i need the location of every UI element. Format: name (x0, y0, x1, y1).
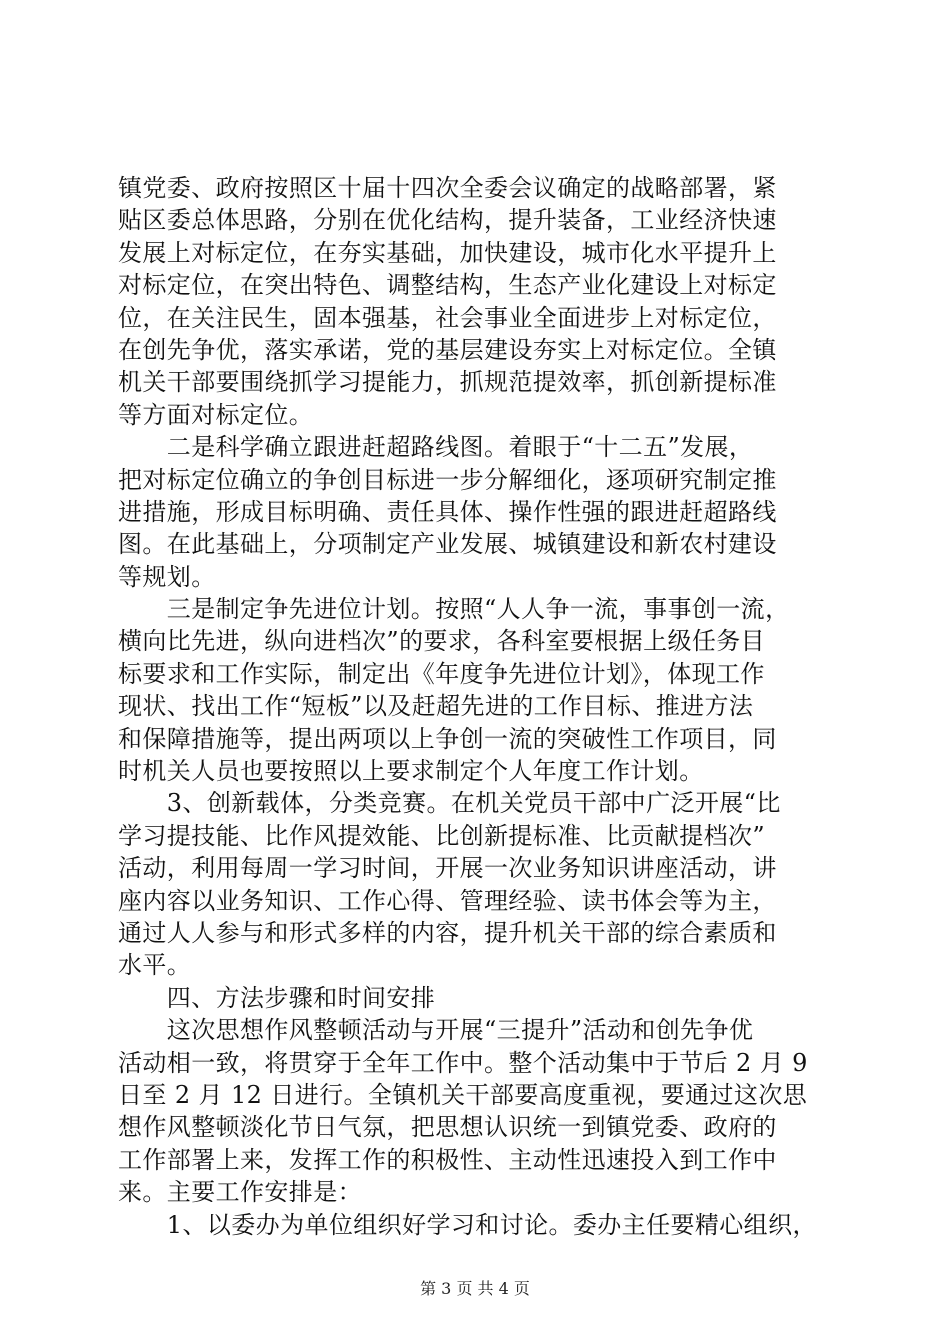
text-line: 机关干部要围绕抓学习提能力，抓规范提效率，抓创新提标准 (118, 368, 777, 397)
text-line: 三是制定争先进位计划。按照“人人争一流，事事创一流， (118, 595, 790, 624)
text-line: 通过人人参与和形式多样的内容，提升机关干部的综合素质和 (118, 918, 777, 947)
text-line: 活动相一致，将贯穿于全年工作中。整个活动集中于节后 2 月 9 (118, 1048, 808, 1077)
text-line: 现状、找出工作“短板”以及赶超先进的工作目标、推进方法 (118, 692, 754, 721)
page-number-footer: 第 3 页 共 4 页 (420, 1279, 530, 1298)
document-body (118, 172, 834, 1241)
text-line: 图。在此基础上，分项制定产业发展、城镇建设和新农村建设 (118, 530, 777, 559)
text-line: 1、以委办为单位组织好学习和讨论。委办主任要精心组织， (118, 1210, 817, 1239)
section-heading: 四、方法步骤和时间安排 (118, 983, 436, 1012)
text-line: 在创先争优，落实承诺，党的基层建设夯实上对标定位。全镇 (118, 335, 777, 364)
text-line: 来。主要工作安排是： (118, 1178, 362, 1207)
text-line: 横向比先进，纵向进档次”的要求，各科室要根据上级任务目 (118, 627, 766, 656)
text-line: 时机关人员也要按照以上要求制定个人年度工作计划。 (118, 757, 704, 786)
text-line: 对标定位，在突出特色、调整结构，生态产业化建设上对标定 (118, 271, 777, 300)
text-line: 3、创新载体，分类竞赛。在机关党员干部中广泛开展“比 (118, 789, 781, 818)
text-line: 镇党委、政府按照区十届十四次全委会议确定的战略部署，紧 (118, 174, 777, 202)
text-line: 活动，利用每周一学习时间，开展一次业务知识讲座活动，讲 (118, 854, 777, 883)
text-line: 进措施，形成目标明确、责任具体、操作性强的跟进赶超路线 (118, 497, 777, 526)
text-line: 贴区委总体思路，分别在优化结构，提升装备，工业经济快速 (118, 206, 777, 235)
text-line: 日至 2 月 12 日进行。全镇机关干部要高度重视，要通过这次思 (118, 1080, 808, 1109)
text-line: 等方面对标定位。 (118, 400, 314, 429)
text-line: 和保障措施等，提出两项以上争创一流的突破性工作项目，同 (118, 724, 777, 753)
text-line: 学习提技能、比作风提效能、比创新提标准、比贡献提档次” (118, 821, 766, 850)
text-line: 位，在关注民生，固本强基，社会事业全面进步上对标定位， (118, 303, 777, 332)
text-line: 等规划。 (118, 562, 216, 591)
text-line: 水平。 (118, 951, 192, 980)
text-line: 工作部署上来，发挥工作的积极性、主动性迅速投入到工作中 (118, 1145, 777, 1174)
text-line: 想作风整顿淡化节日气氛，把思想认识统一到镇党委、政府的 (118, 1113, 777, 1142)
text-line: 发展上对标定位，在夯实基础，加快建设，城市化水平提升上 (118, 238, 777, 267)
text-line: 标要求和工作实际，制定出《年度争先进位计划》，体现工作 (118, 659, 765, 688)
text-line: 这次思想作风整顿活动与开展“三提升”活动和创先争优 (118, 1016, 754, 1045)
text-line: 座内容以业务知识、工作心得、管理经验、读书体会等为主， (118, 886, 777, 915)
text-line: 二是科学确立跟进赶超路线图。着眼于“十二五”发展， (118, 433, 754, 462)
text-line: 把对标定位确立的争创目标进一步分解细化，逐项研究制定推 (118, 465, 777, 494)
